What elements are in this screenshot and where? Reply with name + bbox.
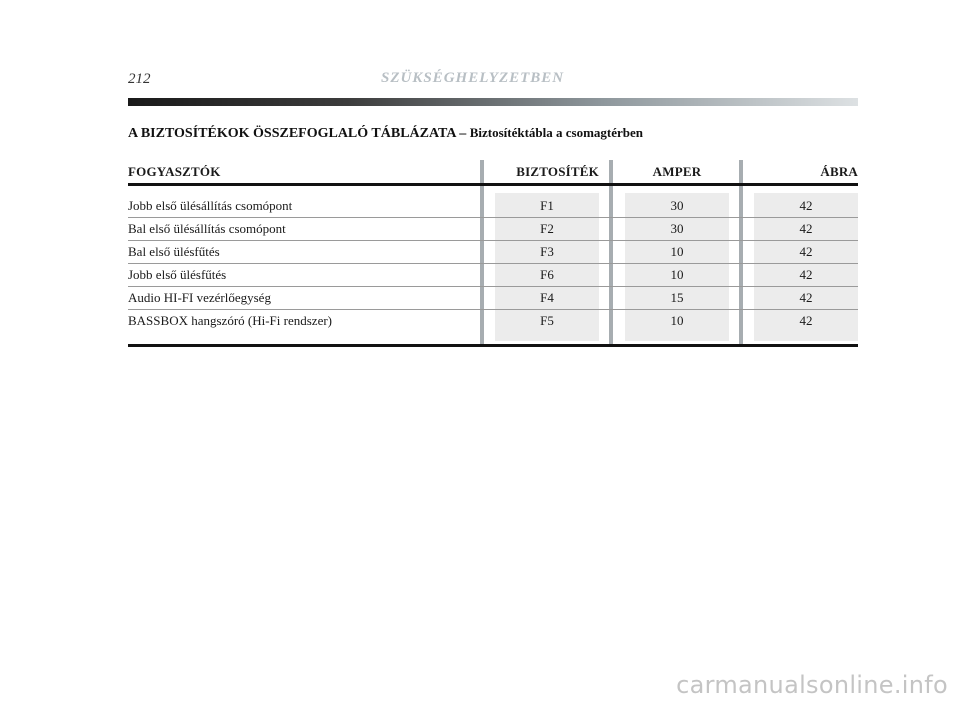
cell-consumer: Jobb első ülésfűtés: [128, 267, 227, 282]
cell-fuse: F3: [540, 244, 554, 259]
cell-figure: 42: [799, 244, 813, 259]
cell-consumer: Bal első ülésfűtés: [128, 244, 220, 259]
cell-figure: 42: [799, 313, 813, 328]
cell-amper: 30: [670, 221, 684, 236]
cell-amper: 10: [670, 244, 684, 259]
table-row: [128, 218, 858, 241]
cell-figure: 42: [799, 290, 813, 305]
cell-fuse: F6: [540, 267, 554, 282]
table-row: [128, 287, 858, 310]
table-row: [128, 241, 858, 264]
column-header-fuse: BIZTOSÍTÉK: [516, 164, 599, 179]
header-bar: [128, 98, 858, 106]
fuse-table: [128, 160, 858, 348]
section-title-main: A BIZTOSÍTÉKOK ÖSSZEFOGLALÓ TÁBLÁZATA: [128, 126, 456, 141]
cell-fuse: F1: [540, 198, 554, 213]
cell-figure: 42: [799, 267, 813, 282]
running-title: SZÜKSÉGHELYZETBEN: [381, 70, 565, 86]
cell-consumer: Audio HI-FI vezérlőegység: [128, 290, 271, 305]
header-rule: [128, 183, 858, 186]
page-number: 212: [128, 71, 151, 87]
cell-fuse: F4: [540, 290, 554, 305]
cell-consumer: Jobb első ülésállítás csomópont: [128, 198, 293, 213]
column-header-amper: AMPER: [652, 164, 702, 179]
cell-fuse: F5: [540, 313, 554, 328]
cell-amper: 30: [670, 198, 684, 213]
cell-consumer: BASSBOX hangszóró (Hi-Fi rendszer): [128, 313, 333, 328]
cell-fuse: F2: [540, 221, 554, 236]
table-row: [128, 195, 858, 218]
cell-amper: 15: [670, 290, 684, 305]
cell-amper: 10: [670, 267, 684, 282]
section-title-dash: –: [455, 126, 470, 141]
watermark: carmanualsonline.info: [676, 671, 948, 699]
cell-figure: 42: [799, 198, 813, 213]
cell-amper: 10: [670, 313, 684, 328]
section-subtitle: Biztosítéktábla a csomagtérben: [469, 125, 643, 140]
table-row: [128, 264, 858, 287]
cell-figure: 42: [799, 221, 813, 236]
column-header-consumers: FOGYASZTÓK: [128, 164, 221, 179]
column-header-figure: ÁBRA: [820, 164, 858, 179]
table-row: [128, 310, 858, 333]
cell-consumer: Bal első ülésállítás csomópont: [128, 221, 286, 236]
section-title: [128, 125, 643, 142]
bottom-rule: [128, 344, 858, 347]
